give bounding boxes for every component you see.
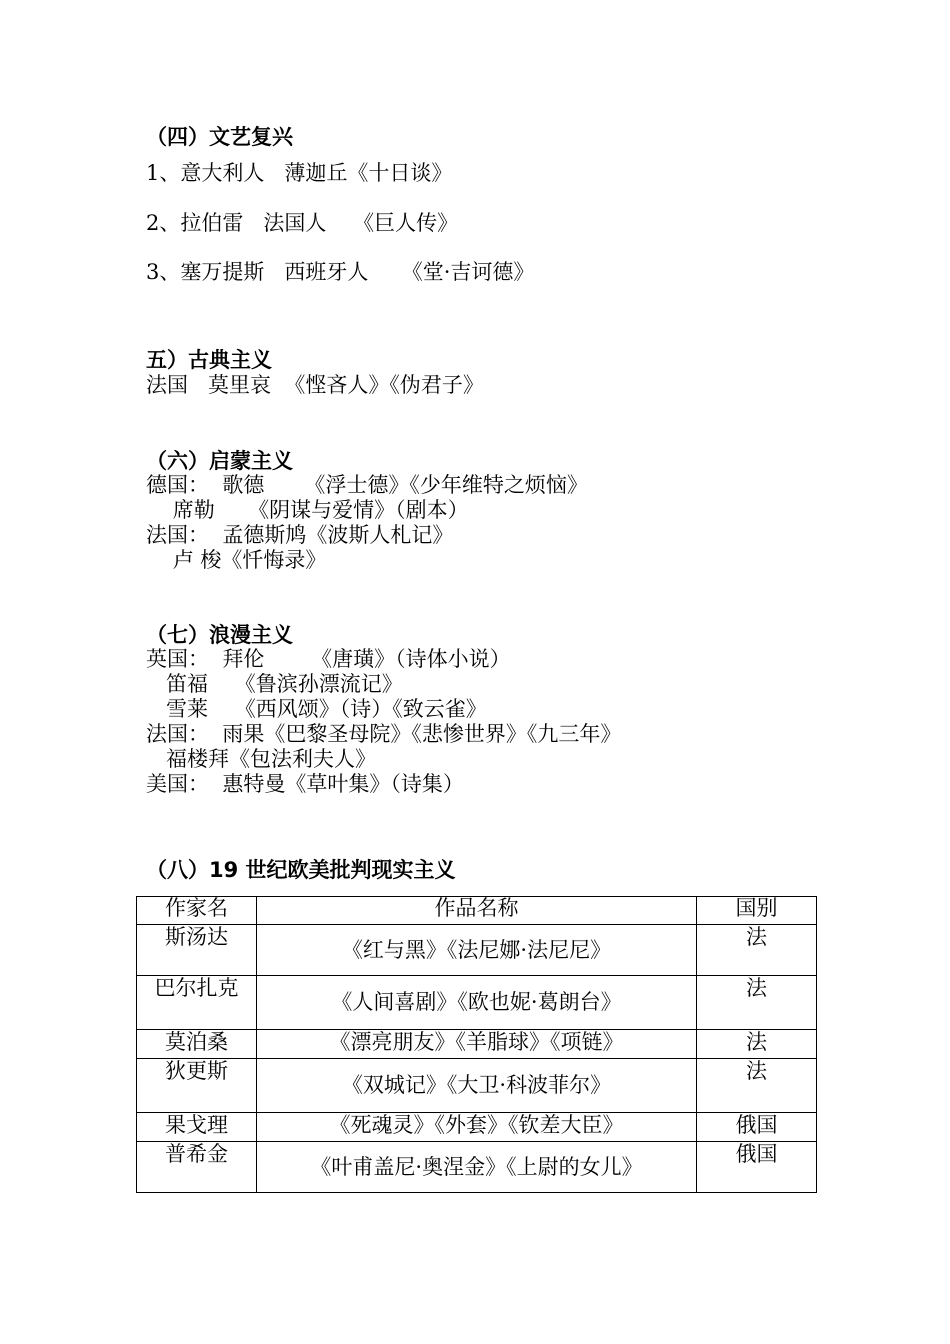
table-row — [137, 1142, 817, 1193]
cell-author: 莫泊桑 — [137, 1030, 257, 1059]
enlightenment-line: 席勒 《阴谋与爱情》（剧本） — [146, 498, 469, 522]
romanticism-line: 法国： 雨果《巴黎圣母院》《悲惨世界》《九三年》 — [146, 722, 622, 746]
enlightenment-line: 卢 梭《忏悔录》 — [146, 548, 327, 572]
section-heading-classicism: 五）古典主义 — [146, 348, 272, 372]
section-heading-romanticism: （七）浪漫主义 — [146, 623, 293, 647]
cell-author: 巴尔扎克 — [137, 976, 257, 1030]
romanticism-line: 美国： 惠特曼《草叶集》（诗集） — [146, 772, 464, 796]
table-row — [137, 1113, 817, 1142]
cell-country: 法 — [697, 925, 817, 976]
enlightenment-line: 德国： 歌德 《浮士德》《少年维特之烦恼》 — [146, 473, 588, 497]
cell-works: 《漂亮朋友》《羊脂球》《项链》 — [257, 1030, 697, 1059]
cell-works: 《红与黑》《法尼娜·法尼尼》 — [257, 925, 697, 976]
renaissance-line: 1、意大利人 薄迦丘《十日谈》 — [146, 161, 453, 185]
romanticism-line: 雪莱 《西风颂》（诗）《致云雀》 — [146, 697, 487, 721]
renaissance-line: 2、拉伯雷 法国人 《巨人传》 — [146, 211, 459, 235]
cell-author: 斯汤达 — [137, 925, 257, 976]
table-row — [137, 1059, 817, 1113]
cell-author: 普希金 — [137, 1142, 257, 1193]
cell-works: 《人间喜剧》《欧也妮·葛朗台》 — [257, 976, 697, 1030]
table-header-row — [137, 897, 817, 925]
cell-works: 《死魂灵》《外套》《钦差大臣》 — [257, 1113, 697, 1142]
header-country: 国别 — [697, 897, 817, 925]
cell-country: 俄国 — [697, 1113, 817, 1142]
section-heading-renaissance: （四）文艺复兴 — [146, 125, 293, 149]
cell-country: 俄国 — [697, 1142, 817, 1193]
cell-country: 法 — [697, 976, 817, 1030]
cell-works: 《叶甫盖尼·奥涅金》《上尉的女儿》 — [257, 1142, 697, 1193]
cell-author: 狄更斯 — [137, 1059, 257, 1113]
section-heading-realism: （八）19 世纪欧美批判现实主义 — [146, 858, 456, 882]
romanticism-line: 笛福 《鲁滨孙漂流记》 — [146, 672, 403, 696]
table-row — [137, 925, 817, 976]
header-works: 作品名称 — [257, 897, 697, 925]
header-author: 作家名 — [137, 897, 257, 925]
renaissance-line: 3、塞万提斯 西班牙人 《堂·吉诃德》 — [146, 260, 535, 284]
section-heading-enlightenment: （六）启蒙主义 — [146, 449, 293, 473]
cell-works: 《双城记》《大卫·科波菲尔》 — [257, 1059, 697, 1113]
cell-country: 法 — [697, 1059, 817, 1113]
cell-author: 果戈理 — [137, 1113, 257, 1142]
romanticism-line: 福楼拜《包法利夫人》 — [146, 747, 377, 771]
cell-country: 法 — [697, 1030, 817, 1059]
table-row — [137, 976, 817, 1030]
classicism-line: 法国 莫里哀 《悭吝人》《伪君子》 — [146, 373, 484, 397]
romanticism-line: 英国： 拜伦 《唐璜》（诗体小说） — [146, 647, 511, 671]
table-row — [137, 1030, 817, 1059]
realism-table — [136, 896, 817, 1193]
enlightenment-line: 法国： 孟德斯鸠《波斯人札记》 — [146, 523, 454, 547]
